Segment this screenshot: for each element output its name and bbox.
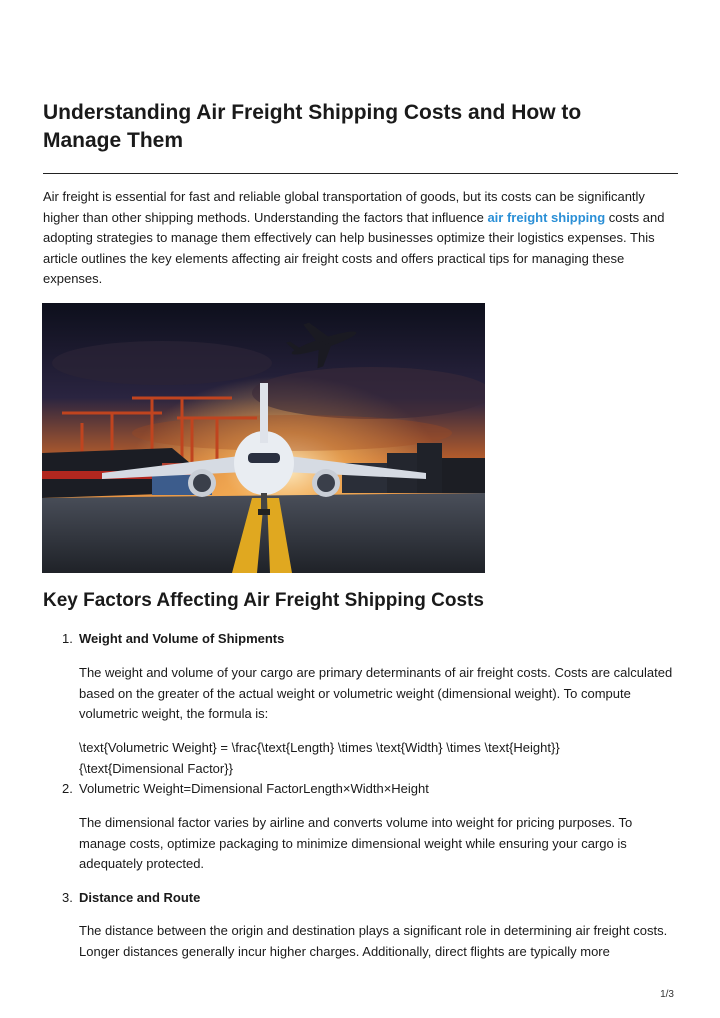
list-number: 2. (62, 781, 73, 796)
intro-text-before: Air freight is essential for fast and reliable global transportation of goods, but its costs can be significantly higher than other shipping methods. Understanding the factors that influence (43, 189, 645, 225)
article-title: Understanding Air Freight Shipping Costs and How to Manage Them (43, 101, 582, 152)
title-divider (43, 173, 678, 174)
formula-text: \text{Volumetric Weight} = \frac{\text{Length} \times \text{Width} \times \text{Height}} {\text{Dimensional Factor}} (79, 740, 560, 776)
list-number: 3. (62, 890, 73, 905)
list-item-paragraph: The dimensional factor varies by airline and converts volume into weight for pricing purposes. To manage costs, optimize packaging to minimize dimensional weight while ensuring your cargo is adequately protected. (79, 815, 633, 872)
list-item (62, 888, 200, 909)
hero-image (42, 303, 485, 573)
list-item-paragraph: The distance between the origin and destination plays a significant role in determining air freight costs. Longer distances generally incur higher charges. Additionally, direct flights are typically more (79, 923, 668, 959)
list-item (62, 629, 284, 650)
list-item-heading: Distance and Route (79, 890, 201, 905)
intro-text-after: costs and adopting strategies to manage them effectively can help businesses optimize their logistics expenses. This article outlines the key elements affecting air freight costs and offers practical tips for managing these expenses. (43, 209, 665, 287)
air-freight-shipping-link[interactable]: air freight shipping (487, 209, 606, 225)
intro-paragraph (43, 187, 679, 290)
list-item-paragraph: The weight and volume of your cargo are primary determinants of air freight costs. Costs are calculated based on the greater of the actual weight or volumetric weight (dimensional weight). To compute volumetric weight, the formula is: (79, 665, 673, 722)
list-number: 1. (62, 631, 73, 646)
list-item-heading: Volumetric Weight=Dimensional FactorLength×Width×Height (79, 781, 429, 796)
list-item-heading: Weight and Volume of Shipments (79, 631, 285, 646)
list-item (62, 779, 429, 800)
section-heading: Key Factors Affecting Air Freight Shipping Costs (43, 590, 484, 611)
page-number: 1/3 (660, 989, 674, 1000)
